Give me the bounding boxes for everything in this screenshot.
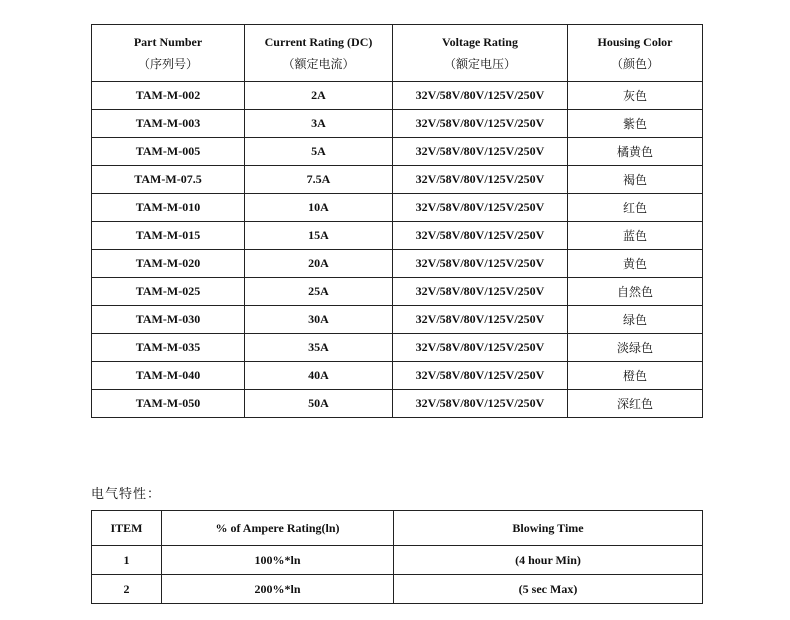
- spec-header-row: [92, 25, 703, 82]
- header-current-rating-cn: （额定电流）: [282, 57, 355, 71]
- spec-row: [92, 334, 703, 362]
- ampere-rating-cell: 100%*ln: [162, 546, 394, 575]
- header-part-number-cn: （序列号）: [137, 57, 198, 71]
- housing-color-cell: 淡绿色: [568, 334, 703, 362]
- current-rating-cell: 7.5A: [245, 166, 393, 194]
- item-cell: 1: [92, 546, 162, 575]
- header-voltage-rating: [393, 25, 568, 82]
- current-rating-cell: 10A: [245, 194, 393, 222]
- housing-color-cell: 紫色: [568, 110, 703, 138]
- current-rating-cell: 50A: [245, 390, 393, 418]
- voltage-rating-cell: 32V/58V/80V/125V/250V: [393, 306, 568, 334]
- current-rating-cell: 3A: [245, 110, 393, 138]
- header-housing-color-en: Housing Color: [597, 35, 673, 49]
- header-voltage-rating-cn: （额定电压）: [443, 57, 516, 71]
- header-housing-color: [568, 25, 703, 82]
- spec-row: [92, 194, 703, 222]
- spec-row: [92, 138, 703, 166]
- part-number-cell: TAM-M-002: [92, 82, 245, 110]
- current-rating-cell: 35A: [245, 334, 393, 362]
- part-number-cell: TAM-M-07.5: [92, 166, 245, 194]
- spec-row: [92, 362, 703, 390]
- spec-row: [92, 110, 703, 138]
- header-blowing-time: Blowing Time: [394, 511, 703, 546]
- ampere-rating-cell: 200%*ln: [162, 575, 394, 604]
- spec-row: [92, 250, 703, 278]
- housing-color-cell: 橙色: [568, 362, 703, 390]
- spec-table: [91, 24, 703, 418]
- part-number-cell: TAM-M-030: [92, 306, 245, 334]
- voltage-rating-cell: 32V/58V/80V/125V/250V: [393, 334, 568, 362]
- voltage-rating-cell: 32V/58V/80V/125V/250V: [393, 278, 568, 306]
- current-rating-cell: 20A: [245, 250, 393, 278]
- voltage-rating-cell: 32V/58V/80V/125V/250V: [393, 250, 568, 278]
- part-number-cell: TAM-M-003: [92, 110, 245, 138]
- housing-color-cell: 褐色: [568, 166, 703, 194]
- blowing-time-cell: (4 hour Min): [394, 546, 703, 575]
- spec-row: [92, 82, 703, 110]
- electrical-section-title: 电气特性：: [91, 487, 162, 502]
- header-ampere-rating: % of Ampere Rating(ln): [162, 511, 394, 546]
- housing-color-cell: 自然色: [568, 278, 703, 306]
- current-rating-cell: 2A: [245, 82, 393, 110]
- part-number-cell: TAM-M-015: [92, 222, 245, 250]
- current-rating-cell: 5A: [245, 138, 393, 166]
- voltage-rating-cell: 32V/58V/80V/125V/250V: [393, 82, 568, 110]
- current-rating-cell: 15A: [245, 222, 393, 250]
- item-cell: 2: [92, 575, 162, 604]
- electrical-row: [92, 575, 703, 604]
- housing-color-cell: 绿色: [568, 306, 703, 334]
- voltage-rating-cell: 32V/58V/80V/125V/250V: [393, 362, 568, 390]
- housing-color-cell: 深红色: [568, 390, 703, 418]
- spec-row: [92, 278, 703, 306]
- voltage-rating-cell: 32V/58V/80V/125V/250V: [393, 222, 568, 250]
- voltage-rating-cell: 32V/58V/80V/125V/250V: [393, 110, 568, 138]
- header-item: ITEM: [92, 511, 162, 546]
- part-number-cell: TAM-M-040: [92, 362, 245, 390]
- header-housing-color-cn: （颜色）: [610, 57, 659, 71]
- electrical-row: [92, 546, 703, 575]
- housing-color-cell: 红色: [568, 194, 703, 222]
- current-rating-cell: 40A: [245, 362, 393, 390]
- header-part-number: [92, 25, 245, 82]
- spec-row: [92, 166, 703, 194]
- electrical-table: [91, 510, 703, 604]
- part-number-cell: TAM-M-050: [92, 390, 245, 418]
- part-number-cell: TAM-M-025: [92, 278, 245, 306]
- spec-row: [92, 222, 703, 250]
- header-voltage-rating-en: Voltage Rating: [442, 35, 518, 49]
- voltage-rating-cell: 32V/58V/80V/125V/250V: [393, 166, 568, 194]
- housing-color-cell: 蓝色: [568, 222, 703, 250]
- blowing-time-cell: (5 sec Max): [394, 575, 703, 604]
- current-rating-cell: 25A: [245, 278, 393, 306]
- housing-color-cell: 灰色: [568, 82, 703, 110]
- voltage-rating-cell: 32V/58V/80V/125V/250V: [393, 138, 568, 166]
- housing-color-cell: 黄色: [568, 250, 703, 278]
- header-current-rating-en: Current Rating (DC): [264, 35, 373, 49]
- header-current-rating: [245, 25, 393, 82]
- housing-color-cell: 橘黄色: [568, 138, 703, 166]
- part-number-cell: TAM-M-035: [92, 334, 245, 362]
- part-number-cell: TAM-M-020: [92, 250, 245, 278]
- part-number-cell: TAM-M-010: [92, 194, 245, 222]
- electrical-header-row: [92, 511, 703, 546]
- voltage-rating-cell: 32V/58V/80V/125V/250V: [393, 194, 568, 222]
- electrical-table-body: [92, 546, 703, 604]
- spec-table-body: [92, 82, 703, 418]
- part-number-cell: TAM-M-005: [92, 138, 245, 166]
- spec-row: [92, 390, 703, 418]
- voltage-rating-cell: 32V/58V/80V/125V/250V: [393, 390, 568, 418]
- header-part-number-en: Part Number: [133, 35, 203, 49]
- spec-row: [92, 306, 703, 334]
- current-rating-cell: 30A: [245, 306, 393, 334]
